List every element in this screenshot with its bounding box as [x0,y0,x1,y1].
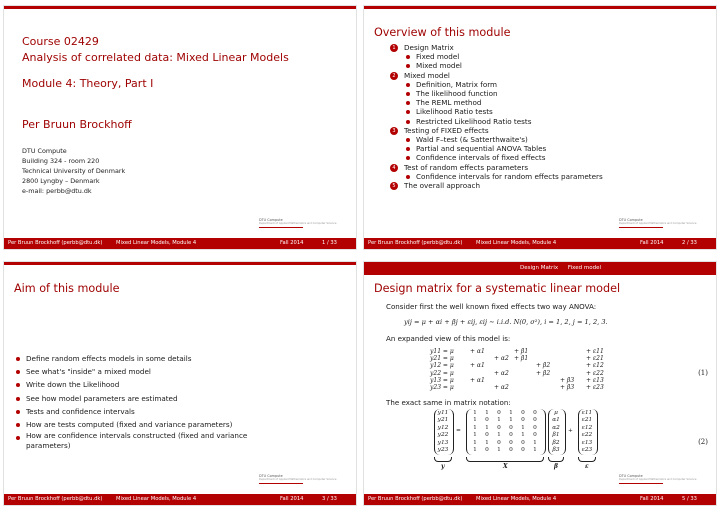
y-vector-entry: y23 [437,447,449,453]
x-matrix-entry: 1 [497,447,501,453]
x-matrix-entry: 1 [473,410,477,416]
toc-section-label: Mixed model [404,70,450,80]
frame-title: Overview of this module [374,26,511,39]
beta-vector-entry: μ [554,410,558,416]
x-matrix-entry: 0 [509,432,513,439]
x-matrix-entry: 0 [509,439,513,446]
equation-term: + β3 [560,376,575,384]
equation-number: (2) [698,438,708,446]
x-matrix-entry: 1 [533,447,537,453]
equation-term: + β2 [536,369,551,377]
toc-section-label: The overall approach [404,181,480,191]
course-title: Analysis of correlated data: Mixed Linear Models [22,51,289,64]
course-number: Course 02429 [22,35,99,48]
page-number: 1 / 33 [322,240,337,246]
dtu-logo: DTU Compute Department of Applied Mathematics and Computer Science [619,474,699,490]
x-matrix-entry: 0 [497,439,501,446]
beta-vector-entry: α2 [552,424,560,431]
beta-vector-entry: β3 [552,447,560,453]
toc-subsection[interactable]: Partial and sequential ANOVA Tables [390,144,603,153]
frame-title: Aim of this module [14,282,120,295]
equation-term: y23 = μ [430,384,454,391]
dtu-logo: DTU Compute Department of Applied Mathematics and Computer Science [259,474,339,490]
x-matrix-entry: 1 [509,410,513,416]
toc-subsection[interactable]: Definition, Matrix form [390,80,603,89]
equation-term: y13 = μ [430,376,454,384]
section-number-icon: 5 [390,182,398,190]
nav-bar [364,262,716,275]
underbrace-label: ε [585,463,589,470]
x-matrix-entry: 0 [533,424,537,431]
toc-subsection[interactable]: Restricted Likelihood Ratio tests [390,117,603,126]
epsilon-vector-entry: ε11 [581,410,593,416]
page-number: 3 / 33 [322,496,337,502]
nav-section[interactable]: Design Matrix [520,265,559,271]
slide-aim [4,262,356,505]
equation-term: y11 = μ [430,348,454,355]
equation-term: + α2 [494,369,509,377]
equation-term: + α1 [470,348,485,355]
y-vector-entry: y11 [437,410,449,416]
footer: Per Bruun Brockhoff (perbb@dtu.dk) Mixed Linear Models, Module 4 Fall 2014 3 / 33 [4,494,356,505]
x-matrix-entry: 0 [521,410,525,416]
x-matrix-entry: 0 [521,447,525,453]
x-matrix-entry: 1 [497,432,501,439]
equation-term: + ε11 [586,348,604,355]
address-line: DTU Compute [22,147,67,155]
y-vector-entry: y12 [437,424,449,431]
x-matrix-entry: 1 [521,424,525,431]
x-matrix-entry: 1 [473,424,477,431]
toc-subsection[interactable]: Fixed model [390,52,603,61]
section-number-icon: 1 [390,44,398,52]
toc-section-label: Test of random effects parameters [404,162,529,172]
underbrace-label: y [441,463,445,470]
x-matrix-entry: 0 [497,410,501,416]
equals-sign: = [456,428,461,434]
x-matrix-entry: 0 [509,424,513,431]
underbrace [578,457,596,462]
section-number-icon: 3 [390,127,398,135]
equation-term: + β1 [514,355,529,363]
x-matrix-entry: 1 [485,439,489,446]
x-matrix-entry: 1 [485,410,489,416]
beta-vector-entry: β2 [552,439,560,446]
x-matrix-entry: 0 [509,447,513,453]
x-matrix-entry: 0 [521,439,525,446]
address-block [22,146,125,196]
equation-term: y22 = μ [430,369,454,377]
toc-section-label: Testing of FIXED effects [404,125,489,135]
x-matrix-entry: 1 [473,432,477,439]
title-block [22,34,289,92]
address-line: e-mail: perbb@dtu.dk [22,187,92,195]
footer: Per Bruun Brockhoff (perbb@dtu.dk) Mixed Linear Models, Module 4 Fall 2014 1 / 33 [4,238,356,249]
toc-subsection[interactable]: Confidence intervals of fixed effects [390,153,603,162]
beta-vector-entry: α1 [552,417,560,424]
equation-number: (1) [698,369,708,377]
equation-term: + α1 [470,362,485,370]
footer: Per Bruun Brockhoff (perbb@dtu.dk) Mixed Linear Models, Module 4 Fall 2014 5 / 33 [364,494,716,505]
footer: Per Bruun Brockhoff (perbb@dtu.dk) Mixed Linear Models, Module 4 Fall 2014 2 / 33 [364,238,716,249]
equation-term: + α2 [494,355,509,363]
module-title: Module 4: Theory, Part I [22,77,154,90]
equation-term: + β3 [560,384,575,391]
x-matrix-entry: 0 [497,424,501,431]
list-item: Tests and confidence intervals [14,405,276,418]
equation-term: y12 = μ [430,362,454,370]
model-equation: yij = μ + αi + βj + εij, εij ∼ i.i.d. N(0, σ²), i = 1, 2, j = 1, 2, 3. [404,318,608,326]
list-item: See how model parameters are estimated [14,392,276,405]
x-matrix-entry: 0 [485,432,489,439]
equation-term: + β1 [514,348,529,355]
toc-section[interactable] [390,126,603,135]
underbrace-label: β [554,463,558,470]
toc-section[interactable] [390,181,603,190]
equation-term: + ε23 [586,384,604,391]
slide-overview [364,6,716,249]
aim-list [14,352,276,451]
toc-section-label: Design Matrix [404,43,454,52]
epsilon-vector-entry: ε13 [581,439,593,446]
list-item: Write down the Likelihood [14,378,276,391]
equation-term: + ε12 [586,362,604,370]
list-item: See what's "inside" a mixed model [14,365,276,378]
list-item: How are confidence intervals constructed (fixed and variance parameters) [14,431,276,451]
address-line: Building 324 - room 220 [22,157,100,165]
intro-text: Consider first the well known fixed effects two way ANOVA: [386,302,597,311]
dtu-logo: DTU Compute Department of Applied Mathematics and Computer Science [619,218,699,234]
top-bar [364,6,716,9]
underbrace-label: X [503,463,508,470]
epsilon-vector-entry: ε21 [581,417,593,424]
x-matrix-entry: 0 [533,410,537,416]
equation-term: + β2 [536,362,551,370]
x-matrix-entry: 1 [473,417,477,424]
underbrace [466,457,544,462]
toc-section[interactable] [390,163,603,172]
x-matrix-entry: 1 [473,439,477,446]
underbrace [548,457,564,462]
x-matrix-entry: 0 [485,417,489,424]
slide-title [4,6,356,249]
x-matrix-entry: 1 [521,432,525,439]
page-number: 2 / 33 [682,240,697,246]
section-number-icon: 2 [390,72,398,80]
y-vector-entry: y21 [437,417,449,424]
table-of-contents [390,43,603,190]
author-name: Per Bruun Brockhoff [22,118,132,131]
equation-term: + α1 [470,376,485,384]
equation-term: + ε13 [586,376,604,384]
x-matrix-entry: 0 [533,432,537,439]
y-vector-entry: y22 [437,432,449,439]
toc-subsection[interactable]: The likelihood function [390,89,603,98]
x-matrix-entry: 1 [533,439,537,446]
x-matrix-entry: 0 [533,417,537,424]
page-number: 5 / 33 [682,496,697,502]
toc-subsection[interactable]: Wald F–test (& Satterthwaite's) [390,135,603,144]
equation-term: + ε22 [586,369,604,377]
epsilon-vector-entry: ε23 [581,447,593,453]
epsilon-vector-entry: ε12 [581,424,593,431]
toc-subsection[interactable]: The REML method [390,98,603,107]
x-matrix-entry: 1 [473,447,477,453]
toc-section[interactable] [390,71,603,80]
expanded-intro: An expanded view of this model is: [386,334,511,343]
address-line: 2800 Lyngby – Denmark [22,177,100,185]
x-matrix-entry: 1 [509,417,513,424]
equation-term: + ε21 [586,355,604,363]
underbrace [434,457,452,462]
x-matrix-entry: 0 [521,417,525,424]
list-item: Define random effects models in some details [14,352,276,365]
beta-vector-entry: β1 [552,432,560,439]
slide-design-matrix [364,262,716,505]
address-line: Technical University of Denmark [22,167,126,175]
nav-subsection[interactable]: Fixed model [567,265,601,271]
epsilon-vector-entry: ε22 [581,432,593,439]
list-item: How are tests computed (fixed and variance parameters) [14,418,276,431]
x-matrix-entry: 0 [485,447,489,453]
plus-sign: + [568,428,573,434]
equation-term: + α2 [494,384,509,391]
top-bar [4,6,356,9]
section-number-icon: 4 [390,164,398,172]
equation-term: y21 = μ [430,355,454,363]
toc-subsection[interactable]: Mixed model [390,61,603,70]
matrix-intro: The exact same in matrix notation: [386,398,511,407]
x-matrix-entry: 1 [485,424,489,431]
frame-title: Design matrix for a systematic linear model [374,282,621,295]
dtu-logo: DTU Compute Department of Applied Mathematics and Computer Science [259,218,339,234]
toc-subsection[interactable]: Confidence intervals for random effects parameters [390,172,603,181]
toc-section[interactable] [390,43,603,52]
toc-subsection[interactable]: Likelihood Ratio tests [390,107,603,116]
top-bar [4,262,356,265]
y-vector-entry: y13 [437,439,449,446]
x-matrix-entry: 1 [497,417,501,424]
